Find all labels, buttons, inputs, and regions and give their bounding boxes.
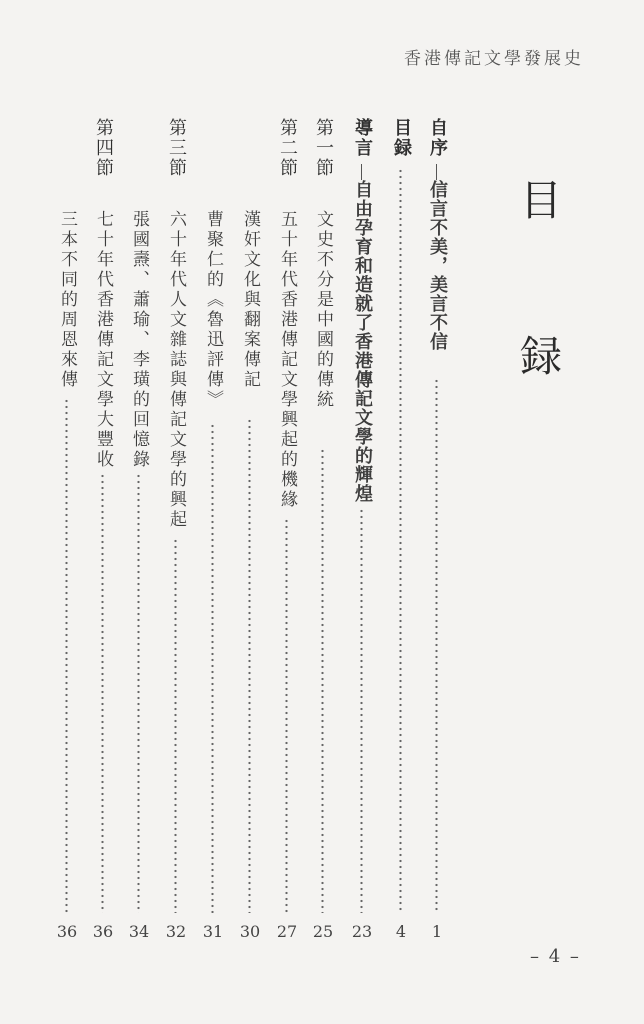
page-folio: – 4 – (530, 946, 581, 967)
toc-entry-contents (386, 118, 416, 941)
dot-leader (211, 423, 214, 913)
toc-heading: 第一節 (313, 118, 334, 178)
toc-entry-text: 七十年代香港傳記文學大豐收 (93, 210, 113, 470)
toc-page-number: 4 (395, 922, 407, 941)
toc-entry-text: 漢奸文化與翻案傳記 (240, 210, 260, 390)
toc-entry-sec3-a (124, 118, 154, 941)
dot-leader (65, 398, 68, 913)
toc-page-number: 27 (276, 922, 298, 941)
toc-page-number: 23 (351, 922, 373, 941)
toc-entry-text: 六十年代人文雜誌與傳記文學的興起 (166, 210, 186, 530)
toc-heading: 第三節 (166, 118, 187, 178)
toc-entry-text: 三本不同的周恩來傳 (57, 210, 77, 390)
dot-leader (101, 473, 104, 913)
toc-heading: 導言 (352, 118, 373, 158)
toc-page-number: 25 (312, 922, 334, 941)
toc-entry-preface (422, 118, 452, 941)
em-dash-rule (436, 164, 437, 180)
toc-page-number: 30 (239, 922, 261, 941)
toc-entry-sec2-a (235, 118, 265, 941)
toc-page-number: 31 (202, 922, 224, 941)
dot-leader (174, 538, 177, 913)
toc-heading: 第二節 (277, 118, 298, 178)
toc-heading: 自序 (427, 118, 448, 158)
toc-page-number: 32 (165, 922, 187, 941)
toc-page-number: 1 (431, 922, 443, 941)
running-header: 香港傳記文學發展史 (404, 49, 584, 69)
dot-leader (321, 448, 324, 913)
toc-heading: 目録 (391, 118, 412, 158)
toc-entry-text: 五十年代香港傳記文學興起的機緣 (277, 210, 297, 510)
toc-entry-intro (347, 118, 377, 941)
toc-heading: 第四節 (93, 118, 114, 178)
toc-entry-sec4 (88, 118, 118, 941)
toc-entry-text: 文史不分是中國的傳統 (313, 210, 333, 410)
dot-leader (248, 418, 251, 913)
toc-entry-sec2-b (198, 118, 228, 941)
dot-leader (399, 168, 402, 913)
toc-entry-sec2 (272, 118, 302, 941)
em-dash-rule (361, 164, 362, 180)
dot-leader (285, 518, 288, 913)
toc-page-number: 36 (56, 922, 78, 941)
toc-entry-sec4-a (52, 118, 82, 941)
dot-leader (137, 473, 140, 913)
toc-entry-sec1 (308, 118, 338, 941)
toc-title: 目 録 (514, 178, 563, 412)
toc-entry-sec3 (161, 118, 191, 941)
toc-entry-text: 曹聚仁的《魯迅評傳》 (203, 210, 223, 410)
toc-page-number: 34 (128, 922, 150, 941)
toc-entry-text: 自由孕育和造就了香港傳記文學的輝煌 (352, 180, 373, 503)
toc-entry-text: 信言不美，美言不信 (427, 180, 448, 351)
dot-leader (435, 378, 438, 913)
toc-page-number: 36 (92, 922, 114, 941)
toc-entry-text: 張國燾、蕭瑜、李璜的回憶錄 (129, 210, 149, 470)
dot-leader (360, 508, 363, 913)
